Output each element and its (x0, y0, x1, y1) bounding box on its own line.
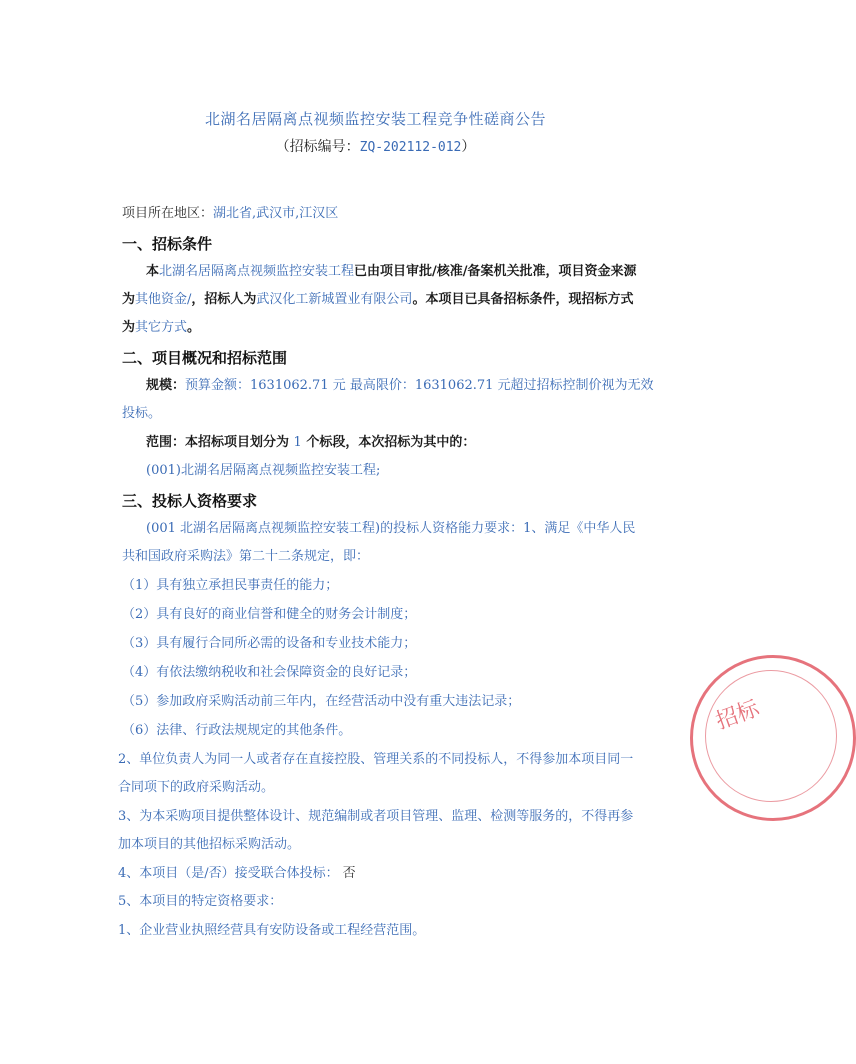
section2-heading: 二、项目概况和招标范围 (122, 349, 288, 367)
requirement-6: 1、企业营业执照经营具有安防设备或工程经营范围。 (118, 923, 426, 938)
scale-label: 规模： (146, 378, 186, 393)
requirement-5: 5、本项目的特定资格要求： (118, 894, 283, 909)
qualification-intro: (001 北湖名居隔离点视频监控安装工程)的投标人资格能力要求：1、满足《中华人民 (146, 521, 636, 536)
qualification-item: （6）法律、行政法规规定的其他条件。 (122, 723, 352, 738)
text-fragment: 为 (122, 320, 136, 335)
region-value: 湖北省,武汉市,江汉区 (213, 206, 339, 221)
lot-count: 1 (293, 435, 302, 450)
text-fragment: 本 (146, 264, 160, 279)
requirement-2: 2、单位负责人为同一人或者存在直接控股、管理关系的不同投标人，不得参加本项目同一 (118, 752, 634, 767)
region-line (122, 205, 338, 223)
joint-bid-answer: 否 (342, 866, 356, 881)
tender-number-value: ZQ-202112-012 (359, 140, 462, 155)
document-title: 北湖名居隔离点视频监控安装工程竞争性磋商公告 (204, 110, 546, 128)
seal-inner-ring (705, 670, 837, 802)
fund-source: 其他资金/ (135, 292, 192, 307)
section3-heading: 三、投标人资格要求 (122, 492, 258, 510)
qualification-item: （2）具有良好的商业信誉和健全的财务会计制度； (122, 607, 417, 622)
requirement-4 (118, 865, 356, 883)
tender-number-suffix: ） (461, 139, 476, 155)
tenderer-name: 武汉化工新城置业有限公司 (256, 292, 413, 307)
section1-line3 (122, 319, 200, 337)
scale-text: 预算金额：1631062.71 元 最高限价：1631062.71 元超过招标控制价视为无效 (185, 378, 654, 393)
tender-method: 其它方式 (135, 320, 188, 335)
section1-heading: 一、招标条件 (122, 235, 213, 253)
section1-line1 (146, 263, 637, 281)
range-line (146, 434, 475, 452)
text-fragment: ，招标人为 (191, 292, 257, 307)
requirement-3-cont: 加本项目的其他招标采购活动。 (118, 837, 301, 852)
text-fragment: 范围：本招标项目划分为 (146, 435, 290, 450)
lot-item: (001)北湖名居隔离点视频监控安装工程; (146, 463, 381, 478)
text-fragment: 已由项目审批/核准/备案机关批准，项目资金来源 (354, 264, 637, 279)
qualification-item: （1）具有独立承担民事责任的能力； (122, 578, 339, 593)
tender-number (0, 136, 751, 156)
text-fragment: 。本项目已具备招标条件，现招标方式 (412, 292, 634, 307)
requirement-2-cont: 合同项下的政府采购活动。 (118, 780, 275, 795)
joint-bid-question: 4、本项目（是/否）接受联合体投标： (118, 866, 339, 881)
qualification-item: （5）参加政府采购活动前三年内，在经营活动中没有重大违法记录； (122, 694, 521, 709)
scale-line (146, 377, 654, 395)
official-seal (690, 655, 856, 821)
scale-continuation: 投标。 (122, 406, 162, 421)
tender-number-prefix: （招标编号： (275, 139, 360, 155)
project-name: 北湖名居隔离点视频监控安装工程 (159, 264, 355, 279)
seal-text: 招标 (712, 696, 763, 735)
text-fragment: 。 (187, 320, 201, 335)
requirement-3: 3、为本采购项目提供整体设计、规范编制或者项目管理、监理、检测等服务的，不得再参 (118, 809, 634, 824)
text-fragment: 为 (122, 292, 136, 307)
qualification-item: （4）有依法缴纳税收和社会保障资金的良好记录； (122, 665, 417, 680)
region-label: 项目所在地区： (122, 206, 214, 221)
section1-line2 (122, 291, 633, 309)
qualification-item: （3）具有履行合同所必需的设备和专业技术能力； (122, 636, 417, 651)
text-fragment: 个标段，本次招标为其中的： (306, 435, 476, 450)
qualification-intro-cont: 共和国政府采购法》第二十二条规定，即： (122, 549, 370, 564)
